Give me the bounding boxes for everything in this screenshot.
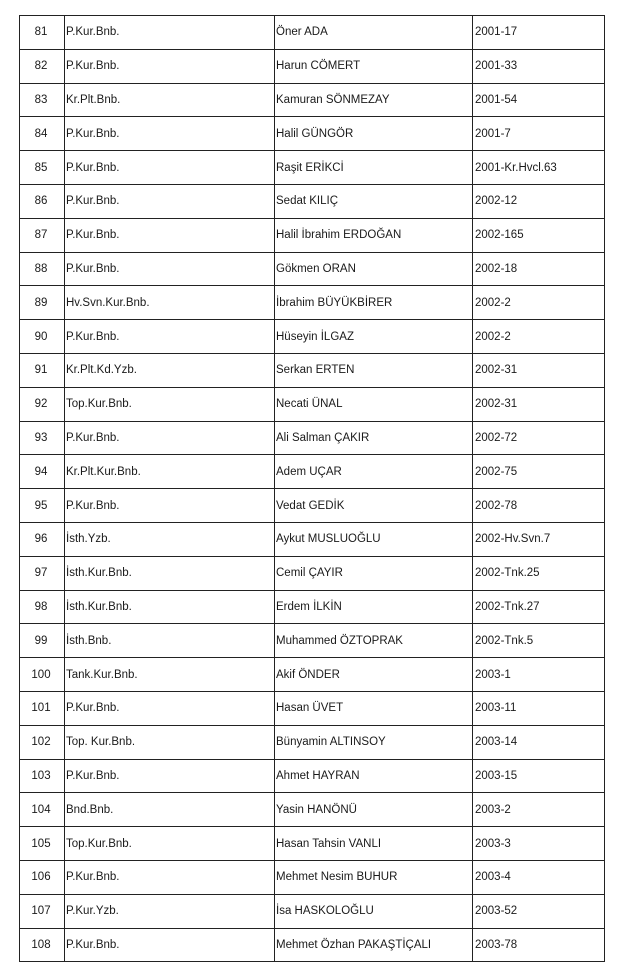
rank-cell: P.Kur.Bnb. (65, 421, 275, 455)
rank-cell: P.Kur.Bnb. (65, 252, 275, 286)
code-cell: 2003-15 (473, 759, 605, 793)
name-cell: Hasan ÜVET (275, 691, 473, 725)
name-cell: Serkan ERTEN (275, 353, 473, 387)
table-row (20, 320, 605, 354)
rank-cell: P.Kur.Bnb. (65, 860, 275, 894)
row-number: 102 (20, 725, 65, 759)
name-cell: Mehmet Nesim BUHUR (275, 860, 473, 894)
row-number: 91 (20, 353, 65, 387)
table-row (20, 117, 605, 151)
table-row (20, 252, 605, 286)
personnel-table (19, 15, 605, 962)
row-number: 89 (20, 286, 65, 320)
table-row (20, 151, 605, 185)
rank-cell: Kr.Plt.Kur.Bnb. (65, 455, 275, 489)
name-cell: Necati ÜNAL (275, 387, 473, 421)
row-number: 98 (20, 590, 65, 624)
code-cell: 2001-33 (473, 49, 605, 83)
code-cell: 2002-Tnk.27 (473, 590, 605, 624)
rank-cell: P.Kur.Bnb. (65, 184, 275, 218)
table-row (20, 387, 605, 421)
row-number: 94 (20, 455, 65, 489)
rank-cell: İsth.Kur.Bnb. (65, 590, 275, 624)
row-number: 96 (20, 522, 65, 556)
code-cell: 2003-11 (473, 691, 605, 725)
rank-cell: P.Kur.Bnb. (65, 928, 275, 962)
code-cell: 2003-78 (473, 928, 605, 962)
rank-cell: Hv.Svn.Kur.Bnb. (65, 286, 275, 320)
table-row (20, 353, 605, 387)
name-cell: İbrahim BÜYÜKBİRER (275, 286, 473, 320)
table-row (20, 16, 605, 50)
table-row (20, 827, 605, 861)
rank-cell: P.Kur.Bnb. (65, 320, 275, 354)
code-cell: 2003-3 (473, 827, 605, 861)
name-cell: Muhammed ÖZTOPRAK (275, 624, 473, 658)
rank-cell: Kr.Plt.Bnb. (65, 83, 275, 117)
table-row (20, 286, 605, 320)
code-cell: 2001-54 (473, 83, 605, 117)
row-number: 90 (20, 320, 65, 354)
code-cell: 2003-1 (473, 658, 605, 692)
row-number: 93 (20, 421, 65, 455)
name-cell: Öner ADA (275, 16, 473, 50)
row-number: 103 (20, 759, 65, 793)
name-cell: Cemil ÇAYIR (275, 556, 473, 590)
row-number: 108 (20, 928, 65, 962)
row-number: 107 (20, 894, 65, 928)
table-row (20, 218, 605, 252)
row-number: 97 (20, 556, 65, 590)
name-cell: Halil GÜNGÖR (275, 117, 473, 151)
row-number: 84 (20, 117, 65, 151)
code-cell: 2002-18 (473, 252, 605, 286)
row-number: 92 (20, 387, 65, 421)
table-row (20, 860, 605, 894)
rank-cell: İsth.Kur.Bnb. (65, 556, 275, 590)
code-cell: 2001-7 (473, 117, 605, 151)
table-row (20, 455, 605, 489)
name-cell: Ali Salman ÇAKIR (275, 421, 473, 455)
code-cell: 2002-2 (473, 320, 605, 354)
name-cell: Bünyamin ALTINSOY (275, 725, 473, 759)
table-row (20, 421, 605, 455)
table-row (20, 928, 605, 962)
rank-cell: İsth.Bnb. (65, 624, 275, 658)
name-cell: Vedat GEDİK (275, 489, 473, 523)
code-cell: 2002-12 (473, 184, 605, 218)
table-row (20, 590, 605, 624)
rank-cell: P.Kur.Bnb. (65, 16, 275, 50)
row-number: 82 (20, 49, 65, 83)
code-cell: 2002-165 (473, 218, 605, 252)
table-row (20, 489, 605, 523)
rank-cell: P.Kur.Bnb. (65, 151, 275, 185)
table-row (20, 725, 605, 759)
table-row (20, 624, 605, 658)
table-row (20, 184, 605, 218)
row-number: 105 (20, 827, 65, 861)
name-cell: Gökmen ORAN (275, 252, 473, 286)
code-cell: 2002-Tnk.5 (473, 624, 605, 658)
code-cell: 2002-Tnk.25 (473, 556, 605, 590)
name-cell: İsa HASKOLOĞLU (275, 894, 473, 928)
rank-cell: Tank.Kur.Bnb. (65, 658, 275, 692)
row-number: 101 (20, 691, 65, 725)
name-cell: Aykut MUSLUOĞLU (275, 522, 473, 556)
name-cell: Mehmet Özhan PAKAŞTİÇALI (275, 928, 473, 962)
name-cell: Ahmet HAYRAN (275, 759, 473, 793)
name-cell: Halil İbrahim ERDOĞAN (275, 218, 473, 252)
name-cell: Akif ÖNDER (275, 658, 473, 692)
row-number: 95 (20, 489, 65, 523)
code-cell: 2002-Hv.Svn.7 (473, 522, 605, 556)
rank-cell: P.Kur.Bnb. (65, 759, 275, 793)
row-number: 85 (20, 151, 65, 185)
name-cell: Harun CÖMERT (275, 49, 473, 83)
row-number: 99 (20, 624, 65, 658)
code-cell: 2003-4 (473, 860, 605, 894)
table-row (20, 759, 605, 793)
row-number: 106 (20, 860, 65, 894)
table-row (20, 556, 605, 590)
name-cell: Adem UÇAR (275, 455, 473, 489)
name-cell: Hüseyin İLGAZ (275, 320, 473, 354)
table-row (20, 522, 605, 556)
table-row (20, 691, 605, 725)
code-cell: 2002-31 (473, 387, 605, 421)
rank-cell: P.Kur.Bnb. (65, 117, 275, 151)
table-row (20, 793, 605, 827)
code-cell: 2001-Kr.Hvcl.63 (473, 151, 605, 185)
table-row (20, 894, 605, 928)
table-row (20, 658, 605, 692)
code-cell: 2001-17 (473, 16, 605, 50)
rank-cell: P.Kur.Bnb. (65, 489, 275, 523)
row-number: 83 (20, 83, 65, 117)
name-cell: Raşit ERİKCİ (275, 151, 473, 185)
row-number: 86 (20, 184, 65, 218)
code-cell: 2002-2 (473, 286, 605, 320)
code-cell: 2003-52 (473, 894, 605, 928)
rank-cell: İsth.Yzb. (65, 522, 275, 556)
rank-cell: P.Kur.Bnb. (65, 49, 275, 83)
code-cell: 2003-2 (473, 793, 605, 827)
table-row (20, 49, 605, 83)
rank-cell: Top.Kur.Bnb. (65, 827, 275, 861)
code-cell: 2002-75 (473, 455, 605, 489)
row-number: 81 (20, 16, 65, 50)
code-cell: 2002-31 (473, 353, 605, 387)
rank-cell: P.Kur.Bnb. (65, 691, 275, 725)
table-body (20, 16, 605, 962)
rank-cell: Kr.Plt.Kd.Yzb. (65, 353, 275, 387)
code-cell: 2003-14 (473, 725, 605, 759)
code-cell: 2002-72 (473, 421, 605, 455)
name-cell: Sedat KILIÇ (275, 184, 473, 218)
row-number: 100 (20, 658, 65, 692)
rank-cell: Top.Kur.Bnb. (65, 387, 275, 421)
row-number: 87 (20, 218, 65, 252)
name-cell: Hasan Tahsin VANLI (275, 827, 473, 861)
rank-cell: Top. Kur.Bnb. (65, 725, 275, 759)
row-number: 104 (20, 793, 65, 827)
table-row (20, 83, 605, 117)
name-cell: Yasin HANÖNÜ (275, 793, 473, 827)
code-cell: 2002-78 (473, 489, 605, 523)
rank-cell: P.Kur.Bnb. (65, 218, 275, 252)
rank-cell: Bnd.Bnb. (65, 793, 275, 827)
name-cell: Kamuran SÖNMEZAY (275, 83, 473, 117)
rank-cell: P.Kur.Yzb. (65, 894, 275, 928)
name-cell: Erdem İLKİN (275, 590, 473, 624)
row-number: 88 (20, 252, 65, 286)
